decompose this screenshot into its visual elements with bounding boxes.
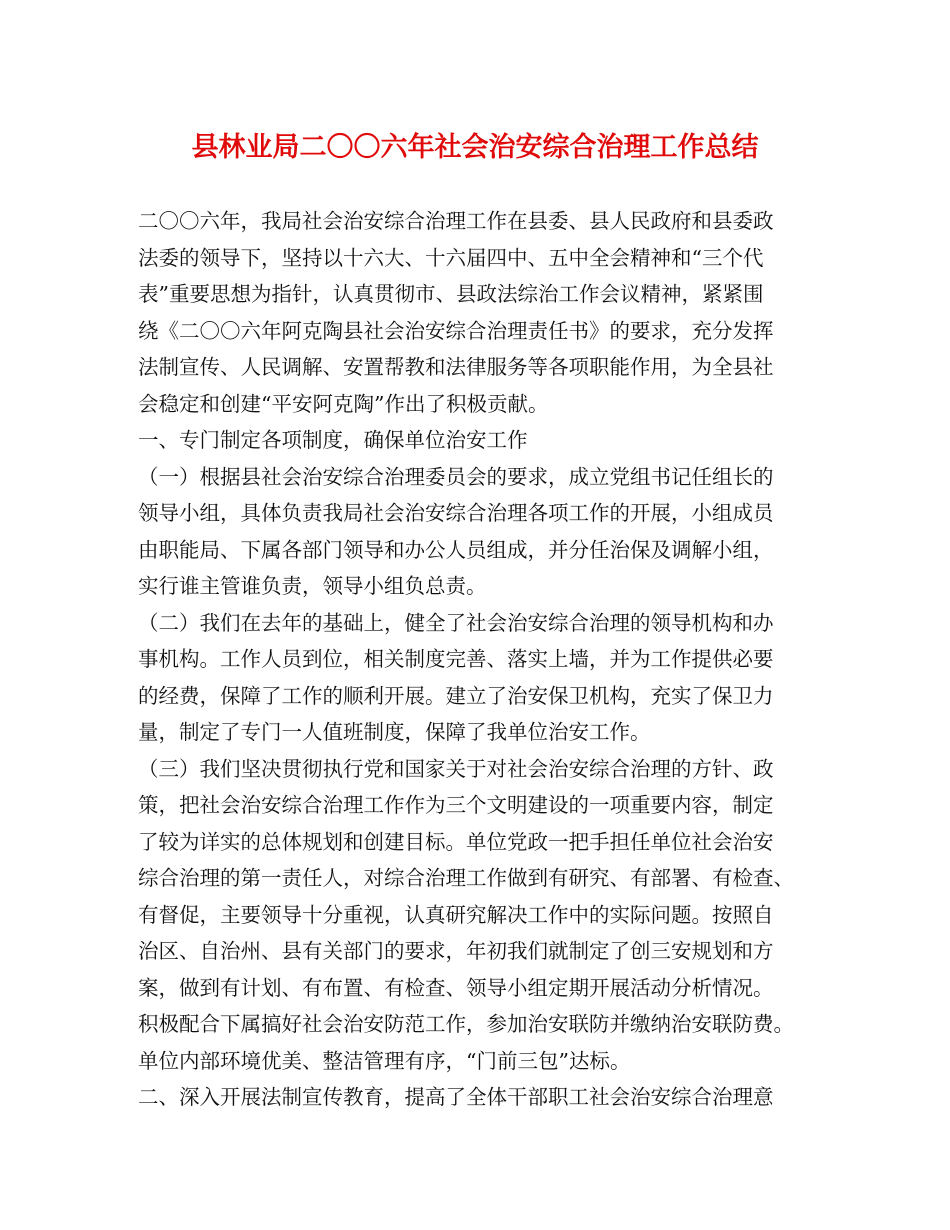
section-heading: 二、深入开展法制宣传教育，提高了全体干部职工社会治安综合治理意 <box>138 1085 774 1109</box>
text-line: 策，把社会治安综合治理工作作为三个文明建设的一项重要内容，制定 <box>138 793 774 817</box>
text-line: 绕《二〇〇六年阿克陶县社会治安综合治理责任书》的要求，充分发挥 <box>138 318 774 343</box>
text-line: 综合治理的第一责任人，对综合治理工作做到有研究、有部署、有检查、 <box>138 866 794 890</box>
text-line: 由职能局、下属各部门领导和办公人员组成，并分任治保及调解小组， <box>138 537 774 562</box>
text-line: （三）我们坚决贯彻执行党和国家关于对社会治安综合治理的方针、政 <box>138 756 774 781</box>
text-line: （一）根据县社会治安综合治理委员会的要求，成立党组书记任组长的 <box>138 464 774 489</box>
text-line: 表”重要思想为指针，认真贯彻市、县政法综治工作会议精神，紧紧围 <box>138 282 764 306</box>
text-line: 领导小组，具体负责我局社会治安综合治理各项工作的开展，小组成员 <box>138 501 774 525</box>
text-line: 二〇〇六年，我局社会治安综合治理工作在县委、县人民政府和县委政 <box>138 209 774 233</box>
text-line: 法委的领导下，坚持以十六大、十六届四中、五中全会精神和“三个代 <box>138 245 764 270</box>
text-line: 治区、自治州、县有关部门的要求，年初我们就制定了创三安规划和方 <box>138 939 774 963</box>
text-line: 实行谁主管谁负责，领导小组负总责。 <box>138 574 487 598</box>
text-line: 量，制定了专门一人值班制度，保障了我单位治安工作。 <box>138 720 651 744</box>
text-line: 积极配合下属搞好社会治安防范工作，参加治安联防并缴纳治安联防费。 <box>138 1012 794 1036</box>
text-line: 事机构。工作人员到位，相关制度完善、落实上墙，并为工作提供必要 <box>138 647 774 671</box>
text-line: 单位内部环境优美、整洁管理有序，“门前三包”达标。 <box>138 1048 631 1073</box>
text-line: 法制宣传、人民调解、安置帮教和法律服务等各项职能作用，为全县社 <box>138 355 774 379</box>
text-line: （二）我们在去年的基础上，健全了社会治安综合治理的领导机构和办 <box>138 610 774 635</box>
text-line: 了较为详实的总体规划和创建目标。单位党政一把手担任单位社会治安 <box>138 829 774 854</box>
document-body <box>138 203 828 1116</box>
section-heading: 一、专门制定各项制度，确保单位治安工作 <box>138 428 528 452</box>
text-line: 的经费，保障了工作的顺利开展。建立了治安保卫机构，充实了保卫力 <box>138 683 774 708</box>
text-line: 案，做到有计划、有布置、有检查、领导小组定期开展活动分析情况。 <box>138 975 774 1000</box>
document-title: 县林业局二〇〇六年社会治安综合治理工作总结 <box>191 132 759 163</box>
text-line: 会稳定和创建“平安阿克陶”作出了积极贡献。 <box>138 391 549 416</box>
text-line: 有督促，主要领导十分重视，认真研究解决工作中的实际问题。按照自 <box>138 902 774 927</box>
